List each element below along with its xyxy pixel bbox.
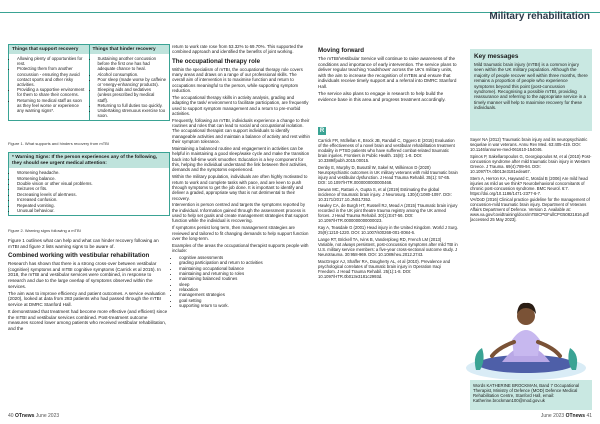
paragraph: Maintaining a balanced routine and engagement in activities can be helpful in maintaining a good sleep/wake cycle and make the transition back into full-time work smoother. Education is a key component for this, helping the individual understand the link between their activities, demands and the symptoms experienced. xyxy=(172,146,310,173)
reference: Kay A, Teasdale G (2001) Head injury in the United Kingdom. World J Surg. 25(9):1210-1220. DOI: 10.1007/s00268-001-0084-6. xyxy=(318,225,458,236)
issue-date: June 2023 xyxy=(35,413,60,419)
warning-list xyxy=(9,168,169,215)
table-header xyxy=(9,45,169,54)
magazine-name: OTnews xyxy=(565,413,586,419)
hinder-list xyxy=(90,54,170,120)
list-item: • maintaining occupational balance xyxy=(179,266,310,271)
reference: Lange RT, Brickell TA, Ivins B, Vanderploeg RD, French LM (2013) Variable, not always persistent, post-concussion symptoms after mild TBI in U.S. military service members: a five-year cross-sectional outcome study. J Neurotrauma. 30:958-969. DOI: 10.1089/neu.2012.2743. xyxy=(318,236,458,257)
subheading: The occupational therapy role xyxy=(172,57,261,65)
list-item: • Sleeping aids and sedatives (unless prescribed by medical staff). xyxy=(98,87,167,103)
list-item: • maintaining balanced routines xyxy=(179,276,310,281)
list-item: • management strategies xyxy=(179,292,310,297)
list-item: • Alcohol consumption. xyxy=(98,72,167,77)
paragraph: Research has shown that there is a strong cross-over between vestibular (cognitive) symptoms and mTBI cognitive symptoms (Carrick et al 2015). In 2018, the mTBI and vestibular services were combined, in response to research and due to the large overlap of symptoms observed within the services. xyxy=(8,261,161,289)
list-item: • Poor sleep (made worse by caffeine or 'energy-enhancing' products). xyxy=(98,77,167,87)
support-list xyxy=(9,54,90,120)
list-item: • Worsening headache. xyxy=(17,170,166,175)
list-item: • Repeated vomiting. xyxy=(17,203,166,208)
subheading: Combined working with vestibular rehabilitation xyxy=(8,252,150,260)
reference: Stern A, Herron KA, Hayward C, Mordal B (2006) Are mild head injuries as mild as we think? Neurobehavioral concomitants of chronic post-concussion syndrome. BMC Neurol. 6:7. https://doi.org/10.1186/1471-2377-6-7. xyxy=(470,175,588,196)
key-messages-box xyxy=(470,49,592,131)
warning-box xyxy=(8,152,170,216)
list-item: • Providing a supportive environment for them to share their concerns. xyxy=(17,87,86,97)
column-2-text xyxy=(172,44,310,308)
footer-left xyxy=(8,413,59,419)
figure1-caption: Figure 1. What supports and hinders recovery from mTBI xyxy=(8,141,109,146)
list-item: • Returning to full duties too quickly. xyxy=(98,103,167,108)
reference: MacGregor AJ, Shaffer RA, Dougherty AL, et al (2010). Prevalence and psychological correlates of traumatic brain injury in Operation Iraqi Freedom. J Head Trauma Rehabil. 25(1):1-8. DOI: 10.1097/HTR.0b013e3181c2993d. xyxy=(318,258,451,279)
issue-date: June 2023 xyxy=(540,413,565,419)
recovery-table xyxy=(8,44,170,121)
figure2-caption: Figure 2. Warning signs following a mTBI xyxy=(8,228,81,233)
paragraph: Within the specialism of mTBI, the occupational therapy role covers many areas and draws on a range of our professional skills. The overall aim of intervention is to maximise function and return to occupations meaningful to the person, while supporting symptom reduction. xyxy=(172,66,303,94)
list-item: • Undertaking strenuous exercise too soon. xyxy=(98,108,167,118)
list-item: • Sustaining another concussion before the first one has had adequate chance to heal. xyxy=(98,56,167,72)
list-item: • Worsening balance. xyxy=(17,176,166,181)
column-1-text xyxy=(8,238,168,333)
page-number: 41 xyxy=(586,413,592,419)
reference: VA/DoD (2016) Clinical practice guideline for the management of concussion-mild traumatic brain injury. Department of Veterans Affairs Department of Defence. Version 2. Available at: www.va.gov/covidtraining/docs/mTBICPGFullCPG50821816.pdf [accessed 25 May 2023]. xyxy=(470,197,590,223)
list-item: • Seizures or fits. xyxy=(17,186,166,191)
paragraph: The occupational therapy skills in activity analysis, grading and adapting the task/ environment to facilitate participation, are frequently used to support symptom management and a return to pre-morbid activities. xyxy=(172,94,309,116)
column-3-text xyxy=(318,44,458,104)
magazine-name: OTnews xyxy=(14,413,35,419)
paragraph: If symptoms persist long term, then management strategies are reviewed and tailored to fit changing demands to help support function over the long-term. xyxy=(172,225,309,241)
list-item: • sleep xyxy=(179,282,310,287)
paragraph: Figure 1 outlines what can help and what can hinder recovery following an mTBI and figure 2 lists warning signs to be aware of. xyxy=(8,238,159,249)
reference: Carrick FR, Mcllellan K, Brock JB, Randall C, Oggero E (2015) Evaluation of the effectiveness of a novel brain and vestibular rehabilitation treatment modality in PTSD patients who have suffered combat-related traumatic brain injuries. Frontiers in Public Health. 15(8): 1-8. DOI: 10.3389/fpubh.2015.00015. xyxy=(318,138,455,163)
warning-title: * Warning Signs: If the person experiences any of the following, they should see urgent medical attention: xyxy=(9,153,169,168)
table-col2-title: Things that hinder recovery xyxy=(92,47,156,52)
list-item: • Protecting them from another concussion - ensuring they avoid contact sports and other risky activities. xyxy=(17,66,86,87)
list-item: • grading participation and return to activities xyxy=(179,260,310,265)
references-col4 xyxy=(470,137,592,224)
page-number: 40 xyxy=(8,413,14,419)
list-item: • Decreasing levels of alertness. xyxy=(17,192,166,197)
key-messages-text: Mild traumatic brain injury (mTBI) is a common injury seen within the UK military population. Although the majority of people recover well within three months, there remains a proportion of people who experience symptoms beyond this point (post-concussion syndrome). Recognising a possible mTBI, providing reassurance and referring to the appropriate service in a timely manner will help to maximise recovery for these individuals. xyxy=(474,62,588,111)
paragraph: It demonstrated that treatment had become more effective (and efficient) since the mTBI and vestibular services combined. Post-treatment outcome measures scored lower among patients who received vestibular rehabilitation, and the xyxy=(8,308,168,331)
references-marker: R xyxy=(319,128,325,134)
table-col1-title: Things that support recovery xyxy=(9,45,90,54)
list-item: • Allowing plenty of opportunities for rest. xyxy=(17,56,86,66)
paragraph: The service also plans to engage in research to help build the evidence base in this area and progress treatment accordingly. xyxy=(318,91,446,102)
key-messages-title: Key messages xyxy=(474,53,519,60)
list-item: • relaxation xyxy=(179,287,310,292)
list-item: • Increased confusion. xyxy=(17,197,166,202)
paragraph: The mTBI/Vestibular Service will continue to raise awareness of the conditions and importance of early intervention. The service plans to deliver regular teaching 'roadshows' across the UK's military units, with the aim to increase the recognition of mTBIs and ensure that individuals receive timely support and a referral into DMRC Stanford Hall. xyxy=(318,56,457,89)
meditation-illustration xyxy=(462,290,590,380)
subheading: Moving forward xyxy=(318,47,365,54)
reference: Sayer NA (2012) Traumatic brain injury and its neuropsychiatric sequelae in war veterans. Annu Rev Med. 63:405-419. DOI: 10.1146/annurev-med-061610-154046. xyxy=(470,137,588,152)
references-col3 xyxy=(318,138,458,281)
author-credit: Words KATHERINE BROCKMAN, Band 7 Occupational Therapist, Ministry of Defence (MOD) Defence Medical Rehabilitation Centre, Stanford Hall, email: Katherine.brockman100@mod.gov.uk xyxy=(473,383,580,403)
list-item: • cognitive assessments xyxy=(179,255,310,260)
table-body xyxy=(9,54,169,120)
list-item: • maintaining and returning to roles xyxy=(179,271,310,276)
list-item: • Unusual behaviour. xyxy=(17,208,166,213)
reference: Hawley CA, de Burgh HT, Russell RJ, Mead A (2015) Traumatic brain injury recorded in the UK joint theatre trauma registry among the UK armed forces. J Head Trauma Rehabil. 30(1):E47-56. DOI: 10.1097/HTR.0000000000000023. xyxy=(318,203,458,224)
author-box xyxy=(470,380,592,410)
paragraph: return to work rate rose from 53.32% to 69.70%. This supported the combined approach and identified the benefits of joint working. xyxy=(172,44,304,55)
paragraph: Frequently, following an mTBI, individuals experience a change to their routines and roles that can lead to social and occupational isolation. The occupational therapist can support individuals to identify manageable activities and maintain a balance of activity and rest within their symptom tolerance. xyxy=(172,117,310,145)
section-title: Military rehabilitation xyxy=(489,11,590,22)
list-item: • Returning to medical staff as soon as they feel worse or experience any warning signs*. xyxy=(17,98,86,114)
ot-areas-list xyxy=(172,255,310,308)
list-item: • goal setting xyxy=(179,298,310,303)
reference: Spinos P, Sakellaropoulos G, Georgiopoulos M, et al (2010) Post-concussion syndrome after mild traumatic brain injury in Western Greece. J Trauma. 69(4):789-94. DOI: 10.1097/TA.0b013e3181edea67. xyxy=(470,153,592,174)
reference: Denby E, Murphy D, Busuttil W, Sakel M, Wilkinson D (2020) Neuropsychiatric outcomes in UK military veterans with mild traumatic brain injury and vestibular dysfunction. J Head Trauma Rehabil. 35(1): 57-65. DOI: 10.1097/HTR.0000000000000468. xyxy=(318,164,458,185)
footer-right xyxy=(541,413,592,419)
reference: Dewan MC, Rattani A, Gupta S, et al (2019) Estimating the global incidence of traumatic brain injury. J Neurosurg. 130(4):1080-1097. DOI: 10.3171/2017.10.JNS17352. xyxy=(318,186,452,202)
paragraph: The aim was to improve efficiency and patient outcomes. A service evaluation (2020), looked at data from 283 patients who had passed through the mTBI service at DMRC Stanford Hall. xyxy=(8,290,166,307)
paragraph: Examples of the areas the occupational therapist supports people with include: xyxy=(172,242,309,254)
paragraph: Intervention is person centred and targets the symptoms reported by the individual. Information gained through the assessment process is used to help set goals and create management strategies that support function while the individual is recovering. xyxy=(172,202,309,224)
list-item: • Double vision or other visual problems. xyxy=(17,181,166,186)
paragraph: Within the military population, individuals are often highly motivated to return to work and complete tasks with pace, and are keen to push through symptoms to get the job done. It is important to identify and deliver a graded, appropriate way that is not detrimental to their recovery. xyxy=(172,174,308,201)
list-item: • supporting return to work. xyxy=(179,303,310,308)
